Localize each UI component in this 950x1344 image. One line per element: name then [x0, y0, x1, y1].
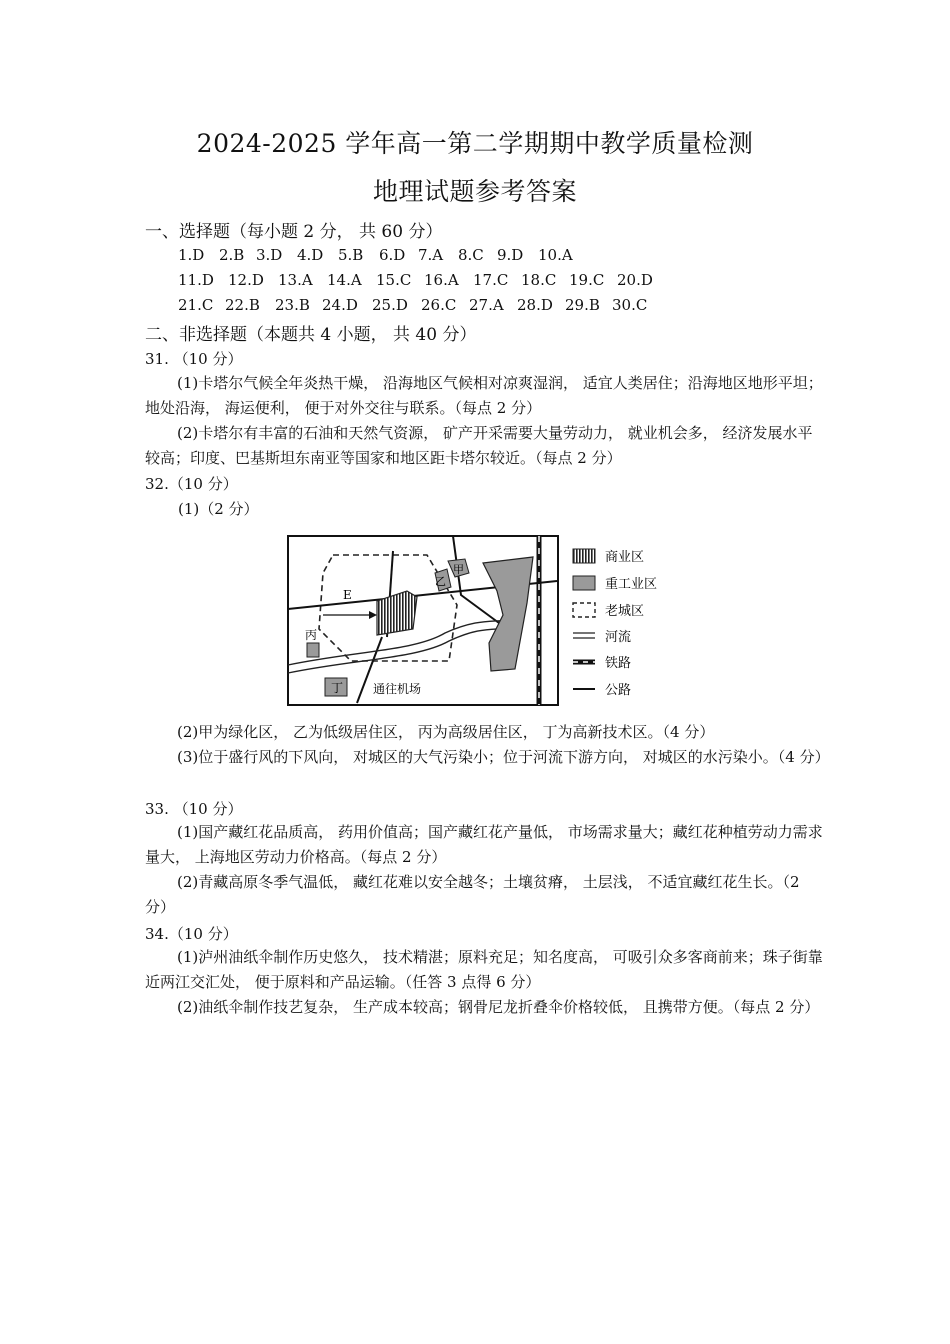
label-ding: 丁	[331, 681, 344, 695]
legend-road: 公路	[605, 683, 632, 698]
q31-answer-1: (1)卡塔尔气候全年炎热干燥， 沿海地区气候相对凉爽湿润， 适宜人类居住；沿海地区地形平坦；地处沿海， 海运便利， 便于对外交往与联系。（每点 2 分）	[145, 374, 823, 417]
answer-item: 27.A	[469, 296, 504, 314]
legend-river: 河流	[605, 630, 632, 645]
answer-item: 29.B	[565, 296, 600, 314]
answer-item: 28.D	[517, 296, 553, 314]
q31-answer-2: (2)卡塔尔有丰富的石油和天然气资源， 矿产开采需要大量劳动力， 就业机会多， 经济发展水平较高；印度、巴基斯坦东南亚等国家和地区距卡塔尔较近。（每点 2 分）	[145, 424, 813, 467]
section1-heading: 一、选择题（每小题 2 分， 共 60 分）	[145, 222, 443, 242]
answer-item: 16.A	[424, 271, 459, 289]
q32-label: 32.（10 分）	[145, 475, 238, 493]
q31-label: 31. （10 分）	[145, 350, 243, 368]
q34-answer-2: (2)油纸伞制作技艺复杂， 生产成本较高；钢骨尼龙折叠伞价格较低， 且携带方便。（每点 2 分）	[177, 998, 820, 1016]
legend-railway: 铁路	[605, 656, 632, 671]
answer-item: 21.C	[178, 296, 214, 314]
answer-item: 7.A	[418, 246, 444, 264]
q32-answer-2: (2)甲为绿化区， 乙为低级居住区， 丙为高级居住区， 丁为高新技术区。（4 分）	[177, 723, 715, 741]
answer-item: 6.D	[379, 246, 406, 264]
answer-item: 8.C	[458, 246, 484, 264]
answer-row-1	[178, 246, 583, 264]
map-legend	[573, 549, 657, 698]
answer-item: 24.D	[322, 296, 358, 314]
answer-item: 12.D	[228, 271, 264, 289]
legend-industry-swatch	[573, 576, 595, 590]
q33-label: 33. （10 分）	[145, 800, 243, 818]
answer-item: 25.D	[372, 296, 408, 314]
answer-item: 20.D	[617, 271, 653, 289]
zone-bing	[307, 643, 319, 657]
answer-item: 15.C	[376, 271, 412, 289]
answer-item: 11.D	[178, 271, 214, 289]
legend-industry: 重工业区	[605, 577, 658, 592]
city-map	[285, 533, 675, 708]
q32-sub1: (1)（2 分）	[178, 500, 259, 518]
answer-item: 9.D	[497, 246, 524, 264]
q34-label: 34.（10 分）	[145, 925, 238, 943]
page-title: 2024-2025 学年高一第二学期期中教学质量检测	[196, 129, 754, 158]
answer-item: 1.D	[178, 246, 205, 264]
q33-answer-2: (2)青藏高原冬季气温低， 藏红花难以安全越冬；土壤贫瘠， 土层浅， 不适宜藏红花生长。（2 分）	[145, 873, 800, 916]
answer-item: 22.B	[225, 296, 260, 314]
answer-item: 23.B	[275, 296, 310, 314]
answer-item: 2.B	[219, 246, 245, 264]
label-jia: 甲	[453, 563, 464, 576]
answer-item: 19.C	[569, 271, 605, 289]
legend-commercial: 商业区	[605, 550, 645, 565]
legend-oldcity: 老城区	[605, 604, 645, 619]
q34-answer-1: (1)泸州油纸伞制作历史悠久， 技术精湛；原料充足；知名度高， 可吸引众多客商前来；珠子街靠近两江交汇处， 便于原料和产品运输。（任答 3 点得 6 分）	[145, 948, 823, 991]
label-yi: 乙	[435, 575, 446, 588]
answer-row-3	[178, 296, 659, 314]
page-subtitle: 地理试题参考答案	[372, 177, 577, 206]
answer-item: 10.A	[538, 246, 573, 264]
answer-item: 13.A	[278, 271, 313, 289]
label-bing: 丙	[305, 628, 318, 642]
answer-item: 4.D	[297, 246, 324, 264]
answer-item: 30.C	[612, 296, 648, 314]
legend-commercial-swatch	[573, 549, 595, 563]
answer-row-2	[178, 271, 665, 289]
airport-label: 通往机场	[373, 682, 422, 696]
q32-answer-3: (3)位于盛行风的下风向， 对城区的大气污染小；位于河流下游方向， 对城区的水污染小。（4 分）	[177, 748, 830, 766]
answer-item: 14.A	[327, 271, 362, 289]
label-e: E	[343, 588, 352, 602]
answer-item: 26.C	[421, 296, 457, 314]
section2-heading: 二、非选择题（本题共 4 小题， 共 40 分）	[145, 325, 477, 345]
answer-item: 17.C	[473, 271, 509, 289]
answer-item: 3.D	[256, 246, 283, 264]
answer-item: 5.B	[338, 246, 364, 264]
answer-item: 18.C	[521, 271, 557, 289]
q33-answer-1: (1)国产藏红花品质高， 药用价值高；国产藏红花产量低， 市场需求量大；藏红花种植劳动力需求量大， 上海地区劳动力价格高。（每点 2 分）	[145, 823, 823, 866]
legend-oldcity-swatch	[573, 603, 595, 617]
